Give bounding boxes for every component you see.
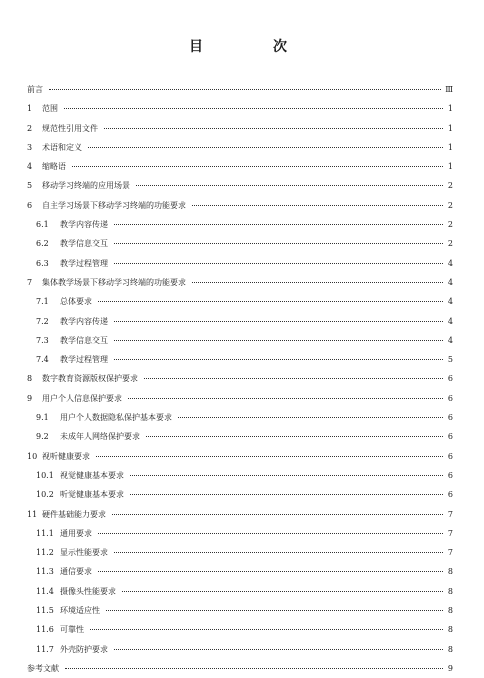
toc-entry-page: 6	[447, 374, 453, 384]
toc-entry-label: 总体要求	[60, 297, 92, 307]
toc-entry-page: 6	[447, 490, 453, 500]
dot-leader	[98, 571, 443, 572]
toc-entry-page: 1	[447, 123, 453, 133]
toc-entry[interactable]	[27, 582, 453, 601]
toc-entry-page: 8	[447, 644, 453, 654]
toc-entry-label: 视听健康要求	[42, 451, 90, 461]
toc-entry[interactable]	[27, 389, 453, 408]
toc-entry-page: 2	[447, 181, 453, 191]
toc-entry-page: 7	[447, 509, 453, 519]
toc-entry[interactable]	[27, 659, 453, 678]
toc-entry[interactable]	[27, 138, 453, 157]
toc-entry-page: 2	[447, 200, 453, 210]
toc-entry-label: 视觉健康基本要求	[60, 470, 124, 480]
toc-entry-label: 用户个人数据隐私保护基本要求	[60, 413, 172, 423]
toc-entry-page: 7	[447, 528, 453, 538]
toc-entry[interactable]	[27, 119, 453, 138]
toc-entry-page: 6	[447, 432, 453, 442]
dot-leader	[114, 321, 443, 322]
toc-entry-number: 9	[27, 393, 33, 403]
toc-entry-number: 11.2	[36, 548, 54, 558]
toc-entry-label: 教学过程管理	[60, 258, 108, 268]
toc-entry-label: 外壳防护要求	[60, 644, 108, 654]
toc-entry-page: 2	[447, 239, 453, 249]
toc-entry-label: 环境适应性	[60, 606, 100, 616]
dot-leader	[192, 282, 443, 283]
dot-leader	[98, 301, 443, 302]
dot-leader	[64, 108, 443, 109]
dot-leader	[104, 128, 443, 129]
toc-entry[interactable]	[27, 640, 453, 659]
dot-leader	[114, 359, 443, 360]
toc-entry-page: 8	[447, 586, 453, 596]
toc-entry[interactable]	[27, 292, 453, 311]
toc-entry-label: 硬件基础能力要求	[42, 509, 106, 519]
toc-entry[interactable]	[27, 505, 453, 524]
toc-entry-page: 8	[447, 606, 453, 616]
toc-title: 目 次	[189, 39, 315, 55]
toc-entry-label: 通信要求	[60, 567, 92, 577]
toc-entry[interactable]	[27, 80, 453, 99]
toc-entry[interactable]	[27, 485, 453, 504]
dot-leader	[96, 456, 443, 457]
toc-entry-number: 10	[27, 451, 38, 461]
dot-leader	[146, 436, 443, 437]
toc-entry-label: 用户个人信息保护要求	[42, 393, 122, 403]
toc-entry-label: 自主学习场景下移动学习终端的功能要求	[42, 200, 186, 210]
dot-leader	[49, 89, 441, 90]
toc-entry[interactable]	[27, 620, 453, 639]
toc-entry-label: 规范性引用文件	[42, 123, 98, 133]
toc-entry[interactable]	[27, 196, 453, 215]
toc-entry-label: 范围	[42, 104, 58, 114]
toc-entry-number: 9.2	[36, 432, 49, 442]
toc-entry-label: 移动学习终端的应用场景	[42, 181, 130, 191]
dot-leader	[114, 243, 443, 244]
dot-leader	[192, 205, 443, 206]
toc-entry-page: 6	[447, 470, 453, 480]
dot-leader	[90, 629, 443, 630]
toc-entry-number: 7.1	[36, 297, 49, 307]
dot-leader	[114, 263, 443, 264]
dot-leader	[114, 649, 443, 650]
toc-entry[interactable]	[27, 524, 453, 543]
dot-leader	[114, 340, 443, 341]
toc-entry-label: 教学过程管理	[60, 355, 108, 365]
toc-entry-page: 8	[447, 625, 453, 635]
toc-entry-number: 7	[27, 277, 33, 287]
toc-entry-label: 显示性能要求	[60, 548, 108, 558]
dot-leader	[114, 552, 443, 553]
toc-entry-page: 1	[447, 162, 453, 172]
toc-entry-page: 4	[447, 277, 453, 287]
toc-entry-number: 11.6	[36, 625, 54, 635]
dot-leader	[72, 166, 443, 167]
toc-entry-number: 11.7	[36, 644, 54, 654]
toc-entry-label: 听觉健康基本要求	[60, 490, 124, 500]
toc-entry-label: 参考文献	[27, 663, 59, 673]
toc-entry[interactable]	[27, 543, 453, 562]
toc-entry[interactable]	[27, 466, 453, 485]
toc-entry-page: 8	[447, 567, 453, 577]
toc-entry-number: 11.1	[36, 528, 54, 538]
toc-entry-label: 通用要求	[60, 528, 92, 538]
toc-entry[interactable]	[27, 331, 453, 350]
toc-entry[interactable]	[27, 447, 453, 466]
toc-entry[interactable]	[27, 215, 453, 234]
toc-entry-label: 教学信息交互	[60, 239, 108, 249]
toc-entry[interactable]	[27, 234, 453, 253]
toc-entry-page: 4	[447, 297, 453, 307]
toc-entry-page: 2	[447, 220, 453, 230]
dot-leader	[112, 514, 443, 515]
dot-leader	[106, 610, 443, 611]
toc-entry-number: 6.1	[36, 220, 49, 230]
toc-entry-number: 2	[27, 123, 33, 133]
toc-entry-page: 9	[447, 663, 453, 673]
toc-entry[interactable]	[27, 157, 453, 176]
toc-entry[interactable]	[27, 562, 453, 581]
toc-entry-number: 10.2	[36, 490, 54, 500]
toc-entry-label: 摄像头性能要求	[60, 586, 116, 596]
toc-entry-label: 术语和定义	[42, 142, 82, 152]
toc-entry-number: 6.3	[36, 258, 49, 268]
toc-entry[interactable]	[27, 427, 453, 446]
toc-entry[interactable]	[27, 408, 453, 427]
toc-entry-number: 9.1	[36, 413, 49, 423]
dot-leader	[128, 398, 443, 399]
dot-leader	[130, 475, 443, 476]
toc-entry-label: 教学内容传递	[60, 220, 108, 230]
dot-leader	[98, 533, 443, 534]
dot-leader	[65, 668, 443, 669]
toc-entry-label: 前言	[27, 85, 43, 94]
toc-entry-label: 可靠性	[60, 625, 84, 635]
toc-entry[interactable]	[27, 369, 453, 388]
toc-entry-number: 6.2	[36, 239, 49, 249]
toc-entry-number: 5	[27, 181, 33, 191]
toc-entry-number: 11	[27, 509, 38, 519]
toc-entry-page: 1	[447, 142, 453, 152]
toc-entry-page: 1	[447, 104, 453, 114]
toc-entry-label: 教学信息交互	[60, 335, 108, 345]
toc-entry-number: 6	[27, 200, 33, 210]
toc-entry-number: 8	[27, 374, 33, 384]
toc-entry-page: Ⅲ	[445, 85, 453, 94]
dot-leader	[122, 591, 443, 592]
toc-entry-page: 7	[447, 548, 453, 558]
dot-leader	[88, 147, 443, 148]
toc-entry[interactable]	[27, 99, 453, 118]
toc-entry[interactable]	[27, 176, 453, 195]
toc-entry-page: 6	[447, 393, 453, 403]
dot-leader	[130, 494, 443, 495]
dot-leader	[114, 224, 443, 225]
toc-entry-page: 5	[447, 355, 453, 365]
toc-entry[interactable]	[27, 254, 453, 273]
dot-leader	[144, 378, 443, 379]
toc-entry-page: 4	[447, 258, 453, 268]
toc-entry-number: 4	[27, 162, 33, 172]
toc-entry-page: 4	[447, 335, 453, 345]
toc-entry[interactable]	[27, 350, 453, 369]
toc-entry-number: 10.1	[36, 470, 54, 480]
toc-entry-number: 7.3	[36, 335, 49, 345]
toc-entry[interactable]	[27, 273, 453, 292]
toc-entry-label: 教学内容传递	[60, 316, 108, 326]
table-of-contents	[27, 80, 453, 678]
toc-entry-number: 11.4	[36, 586, 54, 596]
toc-entry-label: 数字教育资源版权保护要求	[42, 374, 138, 384]
toc-entry[interactable]	[27, 312, 453, 331]
toc-entry-number: 7.2	[36, 316, 49, 326]
toc-entry-number: 1	[27, 104, 33, 114]
toc-entry-number: 7.4	[36, 355, 49, 365]
toc-entry-label: 集体教学场景下移动学习终端的功能要求	[42, 277, 186, 287]
toc-entry[interactable]	[27, 601, 453, 620]
dot-leader	[178, 417, 443, 418]
toc-entry-page: 6	[447, 451, 453, 461]
toc-entry-label: 缩略语	[42, 162, 66, 172]
toc-entry-number: 11.3	[36, 567, 54, 577]
toc-entry-page: 6	[447, 413, 453, 423]
toc-entry-number: 3	[27, 142, 33, 152]
toc-entry-number: 11.5	[36, 606, 54, 616]
dot-leader	[136, 185, 443, 186]
toc-entry-page: 4	[447, 316, 453, 326]
toc-entry-label: 未成年人网络保护要求	[60, 432, 140, 442]
